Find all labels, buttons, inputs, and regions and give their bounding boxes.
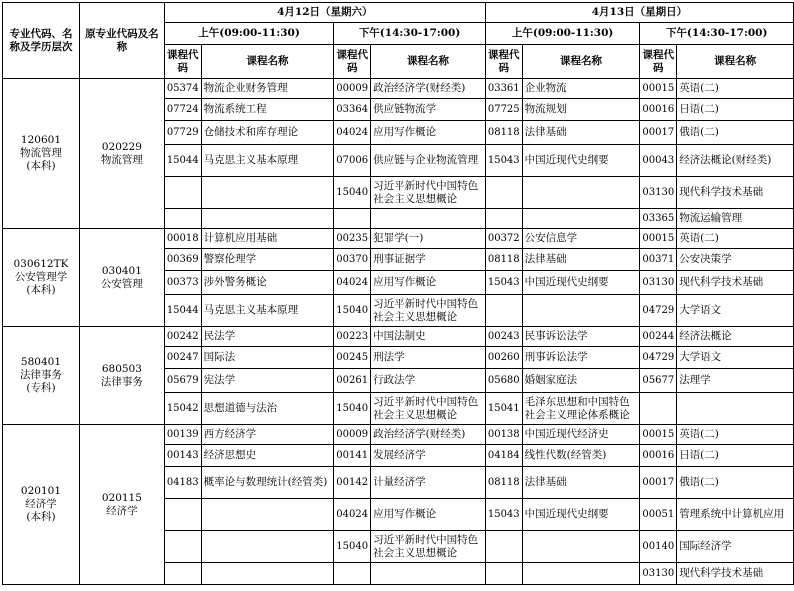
course-name <box>201 177 334 209</box>
day1-pm-header: 下午(14:30-17:00) <box>334 23 486 45</box>
course-code: 15040 <box>334 531 371 563</box>
course-code: 00369 <box>164 249 201 271</box>
course-code <box>485 209 522 229</box>
major-code: 020101 <box>20 485 62 497</box>
course-code: 00016 <box>640 445 677 467</box>
major-code: 580401 <box>20 356 62 368</box>
orig-major-orig-code: 030401 <box>101 264 142 277</box>
major-name: 物流管理 <box>19 147 62 159</box>
course-code: 00244 <box>640 327 677 347</box>
course-code: 00243 <box>485 327 522 347</box>
course-code: 04024 <box>334 499 371 531</box>
course-code: 03361 <box>485 79 522 99</box>
course-name: 日语(二) <box>677 445 794 467</box>
course-name: 警察伦理学 <box>201 249 334 271</box>
course-name: 国际经济学 <box>677 531 794 563</box>
day1-date-header: 4月12日（星期六） <box>164 3 485 23</box>
course-code: 05677 <box>640 369 677 393</box>
course-name: 现代科学技术基础 <box>677 563 794 585</box>
course-name: 英语(二) <box>677 79 794 99</box>
course-code: 03364 <box>334 99 371 121</box>
course-code <box>164 531 201 563</box>
course-code: 00142 <box>334 467 371 499</box>
course-name: 政治经济学(财经类) <box>371 425 486 445</box>
course-code: 00140 <box>640 531 677 563</box>
course-name: 现代科学技术基础 <box>677 271 794 295</box>
course-code: 15044 <box>164 145 201 177</box>
course-name: 马克思主义基本原理 <box>201 295 334 327</box>
course-code: 00017 <box>640 467 677 499</box>
course-name: 中国近现代经济史 <box>522 425 640 445</box>
course-name: 供应链物流学 <box>371 99 486 121</box>
course-name: 习近平新时代中国特色社会主义思想概论 <box>371 177 486 209</box>
course-name: 管理系统中计算机应用 <box>677 499 794 531</box>
course-name <box>201 209 334 229</box>
course-code: 07725 <box>485 99 522 121</box>
major-name: 经济学 <box>25 498 57 510</box>
course-name: 仓储技术和库存理论 <box>201 121 334 145</box>
course-code <box>485 563 522 585</box>
course-name: 公安信息学 <box>522 229 640 249</box>
course-code <box>334 563 371 585</box>
course-name <box>677 393 794 425</box>
course-code: 00371 <box>640 249 677 271</box>
course-code: 00043 <box>640 145 677 177</box>
course-name: 刑事证据学 <box>371 249 486 271</box>
major-code-header: 专业代码、名称及学历层次 <box>3 3 80 79</box>
course-name: 民事诉讼法学 <box>522 327 640 347</box>
course-code: 15041 <box>485 393 522 425</box>
major-level: (专科) <box>26 382 56 394</box>
course-name: 政治经济学(财经类) <box>371 79 486 99</box>
course-code: 15042 <box>164 393 201 425</box>
course-code: 04183 <box>164 467 201 499</box>
course-name: 刑事诉讼法学 <box>522 347 640 369</box>
course-name: 法律基础 <box>522 249 640 271</box>
course-name-header: 课程名称 <box>371 45 486 79</box>
course-code: 00261 <box>334 369 371 393</box>
course-name: 马克思主义基本原理 <box>201 145 334 177</box>
table-row <box>3 425 794 445</box>
course-code: 00223 <box>334 327 371 347</box>
course-code: 05680 <box>485 369 522 393</box>
course-name: 俄语(二) <box>677 121 794 145</box>
course-code: 00015 <box>640 425 677 445</box>
course-code <box>164 177 201 209</box>
major-cell <box>3 327 80 425</box>
course-name: 公安决策学 <box>677 249 794 271</box>
course-name: 英语(二) <box>677 229 794 249</box>
major-level: (本科) <box>26 511 56 523</box>
course-code: 04184 <box>485 445 522 467</box>
course-name: 中国近现代史纲要 <box>522 499 640 531</box>
course-code: 00247 <box>164 347 201 369</box>
course-code: 00009 <box>334 425 371 445</box>
day2-am-header: 上午(09:00-11:30) <box>485 23 640 45</box>
course-code <box>485 531 522 563</box>
course-name: 供应链与企业物流管理 <box>371 145 486 177</box>
course-name: 物流系统工程 <box>201 99 334 121</box>
course-name: 中国法制史 <box>371 327 486 347</box>
course-code: 00018 <box>164 229 201 249</box>
course-code-header: 课程代码 <box>164 45 201 79</box>
course-code: 03130 <box>640 177 677 209</box>
course-code: 15043 <box>485 499 522 531</box>
major-cell <box>3 79 80 229</box>
course-name: 法律基础 <box>522 121 640 145</box>
course-code: 05374 <box>164 79 201 99</box>
course-name: 经济思想史 <box>201 445 334 467</box>
course-code: 04024 <box>334 271 371 295</box>
course-code <box>485 295 522 327</box>
orig-major-header: 原专业代码及名称 <box>79 3 164 79</box>
course-code: 00235 <box>334 229 371 249</box>
orig-major-cell <box>79 229 164 327</box>
course-name <box>522 177 640 209</box>
major-code: 120601 <box>20 134 62 146</box>
major-cell <box>3 229 80 327</box>
course-code-header: 课程代码 <box>485 45 522 79</box>
course-name <box>201 563 334 585</box>
course-name: 现代科学技术基础 <box>677 177 794 209</box>
major-name: 法律事务 <box>19 369 62 381</box>
course-code: 00373 <box>164 271 201 295</box>
course-name-header: 课程名称 <box>201 45 334 79</box>
course-code: 08118 <box>485 467 522 499</box>
orig-major-cell <box>79 79 164 229</box>
course-name: 俄语(二) <box>677 467 794 499</box>
course-code: 08118 <box>485 121 522 145</box>
course-code <box>485 177 522 209</box>
orig-major-orig-code: 020229 <box>101 140 142 153</box>
course-name <box>522 295 640 327</box>
major-cell <box>3 425 80 585</box>
course-name: 民法学 <box>201 327 334 347</box>
course-code <box>640 393 677 425</box>
course-code: 03130 <box>640 271 677 295</box>
course-code: 04024 <box>334 121 371 145</box>
course-code: 00015 <box>640 79 677 99</box>
course-name <box>522 563 640 585</box>
course-code: 00141 <box>334 445 371 467</box>
course-code: 07006 <box>334 145 371 177</box>
orig-major-orig-name: 物流管理 <box>100 153 143 166</box>
course-name <box>522 531 640 563</box>
course-name <box>371 563 486 585</box>
orig-major-orig-code: 020115 <box>101 491 142 504</box>
course-name: 应用写作概论 <box>371 271 486 295</box>
course-code: 04729 <box>640 347 677 369</box>
course-code: 05679 <box>164 369 201 393</box>
course-name: 西方经济学 <box>201 425 334 445</box>
course-name: 行政法学 <box>371 369 486 393</box>
course-name: 思想道德与法治 <box>201 393 334 425</box>
course-name: 涉外警务概论 <box>201 271 334 295</box>
course-code: 00372 <box>485 229 522 249</box>
course-name: 物流企业财务管理 <box>201 79 334 99</box>
course-name: 中国近现代史纲要 <box>522 271 640 295</box>
course-code: 08118 <box>485 249 522 271</box>
course-code-header: 课程代码 <box>640 45 677 79</box>
course-code <box>334 209 371 229</box>
course-name: 婚姻家庭法 <box>522 369 640 393</box>
course-name-header: 课程名称 <box>677 45 794 79</box>
orig-major-cell <box>79 327 164 425</box>
course-code: 00016 <box>640 99 677 121</box>
day2-date-header: 4月13日（星期日） <box>485 3 793 23</box>
course-name: 宪法学 <box>201 369 334 393</box>
day2-pm-header: 下午(14:30-17:00) <box>640 23 794 45</box>
course-name: 习近平新时代中国特色社会主义思想概论 <box>371 295 486 327</box>
course-name <box>201 499 334 531</box>
course-code: 00260 <box>485 347 522 369</box>
course-code: 00051 <box>640 499 677 531</box>
course-code <box>164 563 201 585</box>
course-name: 国际法 <box>201 347 334 369</box>
course-code <box>164 209 201 229</box>
course-code: 15040 <box>334 295 371 327</box>
course-name: 日语(二) <box>677 99 794 121</box>
course-name <box>201 531 334 563</box>
course-code: 15040 <box>334 393 371 425</box>
course-name: 英语(二) <box>677 425 794 445</box>
course-code: 15043 <box>485 145 522 177</box>
course-code: 15043 <box>485 271 522 295</box>
course-name: 经济法概论(财经类) <box>677 145 794 177</box>
table-row <box>3 327 794 347</box>
course-name <box>371 209 486 229</box>
course-code-header: 课程代码 <box>334 45 371 79</box>
orig-major-orig-name: 法律事务 <box>100 375 143 388</box>
course-name: 应用写作概论 <box>371 121 486 145</box>
course-name: 应用写作概论 <box>371 499 486 531</box>
course-code: 00017 <box>640 121 677 145</box>
major-level: (本科) <box>26 160 56 172</box>
day1-am-header: 上午(09:00-11:30) <box>164 23 333 45</box>
course-name-header: 课程名称 <box>522 45 640 79</box>
course-name: 习近平新时代中国特色社会主义思想概论 <box>371 393 486 425</box>
course-code: 00370 <box>334 249 371 271</box>
course-name <box>522 209 640 229</box>
course-name: 大学语文 <box>677 295 794 327</box>
course-name: 物流规划 <box>522 99 640 121</box>
major-name: 公安管理学 <box>14 271 68 283</box>
orig-major-orig-code: 680503 <box>101 362 142 375</box>
table-row <box>3 229 794 249</box>
course-code: 00009 <box>334 79 371 99</box>
orig-major-orig-name: 公安管理 <box>100 277 143 290</box>
exam-schedule-table <box>2 2 794 585</box>
course-name: 犯罪学(一) <box>371 229 486 249</box>
major-level: (本科) <box>26 284 56 296</box>
course-name: 中国近现代史纲要 <box>522 145 640 177</box>
course-name: 计量经济学 <box>371 467 486 499</box>
course-code: 03130 <box>640 563 677 585</box>
course-code: 00242 <box>164 327 201 347</box>
course-name: 概率论与数理统计(经管类) <box>201 467 334 499</box>
course-code: 00143 <box>164 445 201 467</box>
course-code: 03365 <box>640 209 677 229</box>
course-name: 发展经济学 <box>371 445 486 467</box>
course-name: 大学语文 <box>677 347 794 369</box>
course-code: 00139 <box>164 425 201 445</box>
course-code: 00245 <box>334 347 371 369</box>
orig-major-orig-name: 经济学 <box>106 504 138 517</box>
course-code: 07729 <box>164 121 201 145</box>
course-code: 00015 <box>640 229 677 249</box>
course-name: 法理学 <box>677 369 794 393</box>
course-name: 计算机应用基础 <box>201 229 334 249</box>
course-name: 毛泽东思想和中国特色社会主义理论体系概论 <box>522 393 640 425</box>
course-name: 法律基础 <box>522 467 640 499</box>
course-code: 07724 <box>164 99 201 121</box>
orig-major-cell <box>79 425 164 585</box>
major-code: 030612TK <box>13 258 69 270</box>
table-row <box>3 79 794 99</box>
course-code: 00138 <box>485 425 522 445</box>
course-name: 物流运输管理 <box>677 209 794 229</box>
course-name: 企业物流 <box>522 79 640 99</box>
course-name: 线性代数(经管类) <box>522 445 640 467</box>
course-code: 04729 <box>640 295 677 327</box>
course-code: 15044 <box>164 295 201 327</box>
course-name: 经济法概论 <box>677 327 794 347</box>
course-name: 刑法学 <box>371 347 486 369</box>
course-name: 习近平新时代中国特色社会主义思想概论 <box>371 531 486 563</box>
course-code <box>164 499 201 531</box>
course-code: 15040 <box>334 177 371 209</box>
